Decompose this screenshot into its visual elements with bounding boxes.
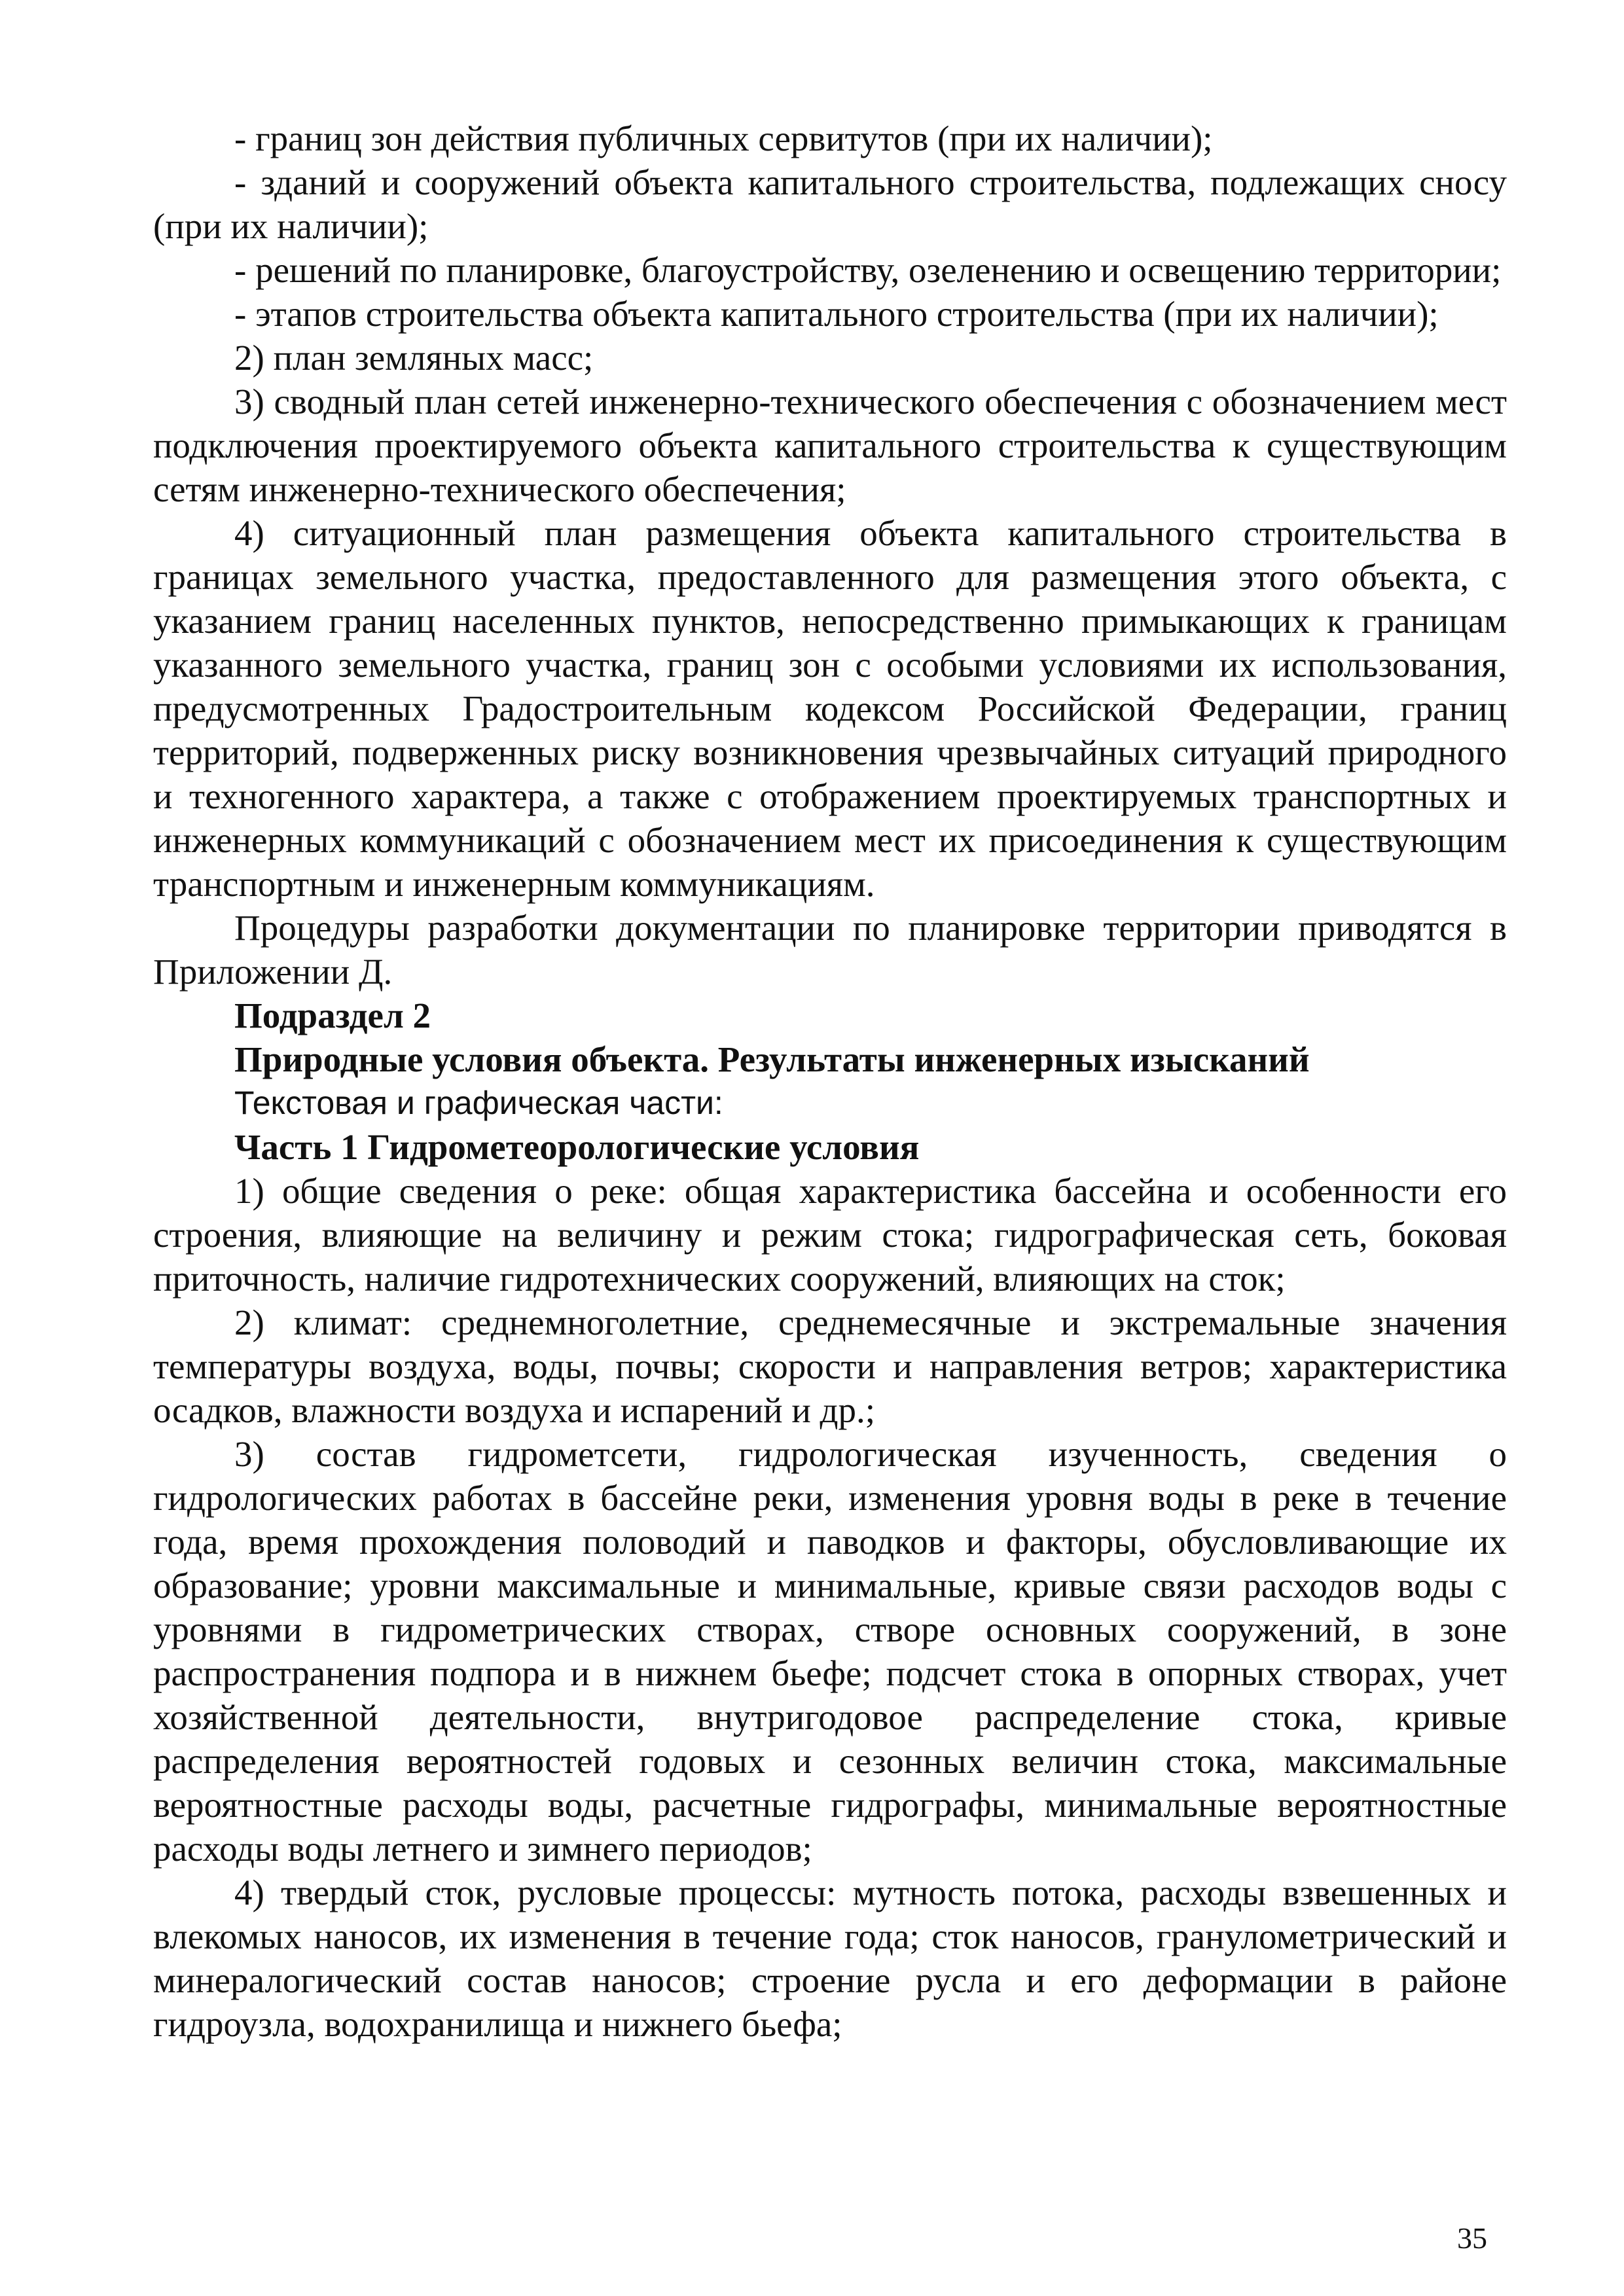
paragraph-hydrometric-network: 3) состав гидрометсети, гидрологическая изученность, сведения о гидрологических работах в бассейне реки, изменения уровня воды в реке в течение года, время прохождения половодий и паводков и факторы, обусловливающие их образование; уровни максимальные и минимальные, кривые связи расходов воды с уровнями в гидрометрических створах, створе основных сооружений, в зоне распространения подпора и в нижнем бьефе; подсчет стока в опорных створах, учет хозяйственной деятельности, внутригодовое распределение стока, кривые распределения вероятностей годовых и сезонных величин стока, максимальные вероятностные расходы воды, расчетные гидрографы, минимальные вероятностные расходы воды летнего и зимнего периодов; bbox=[153, 1434, 1507, 1869]
page-number: 35 bbox=[1457, 2221, 1487, 2255]
paragraph-river-info: 1) общие сведения о реке: общая характеристика бассейна и особенности его строения, влияющие на величину и режим стока; гидрографическая сеть, боковая приточность, наличие гидротехнических сооружений, влияющих на сток; bbox=[153, 1171, 1507, 1299]
paragraph-utility-networks: 3) сводный план сетей инженерно-технического обеспечения с обозначением мест подключения проектируемого объекта капитального строительства к существующим сетям инженерно-технического обеспечения; bbox=[153, 382, 1507, 509]
part-title: Часть 1 Гидрометеорологические условия bbox=[234, 1127, 920, 1167]
subsection-label: Подраздел 2 bbox=[234, 996, 431, 1035]
paragraph-earth-masses: 2) план земляных масс; bbox=[234, 338, 594, 378]
subsection-title: Природные условия объекта. Результаты инженерных изысканий bbox=[234, 1039, 1310, 1079]
paragraph-demolition: - зданий и сооружений объекта капитального строительства, подлежащих сносу (при их наличии); bbox=[153, 162, 1507, 246]
parts-intro: Текстовая и графическая части: bbox=[234, 1085, 723, 1121]
paragraph-solid-runoff: 4) твердый сток, русловые процессы: мутность потока, расходы взвешенных и влекомых наносов, их изменения в течение года; сток наносов, гранулометрический и минералогический состав наносов; строение русла и его деформации в районе гидроузла, водохранилища и нижнего бьефа; bbox=[153, 1873, 1507, 2044]
page-body bbox=[153, 117, 1507, 2046]
paragraph-landscaping: - решений по планировке, благоустройству, озеленению и освещению территории; bbox=[234, 250, 1502, 290]
paragraph-servitudes: - границ зон действия публичных сервитутов (при их наличии); bbox=[234, 118, 1213, 158]
paragraph-procedures: Процедуры разработки документации по планировке территории приводятся в Приложении Д. bbox=[153, 908, 1507, 992]
paragraph-climate: 2) климат: среднемноголетние, среднемесячные и экстремальные значения температуры воздуха, воды, почвы; скорости и направления ветров; характеристика осадков, влажности воздуха и испарений и др.; bbox=[153, 1302, 1507, 1430]
paragraph-situational-plan: 4) ситуационный план размещения объекта капитального строительства в границах земельного участка, предоставленного для размещения этого объекта, с указанием границ населенных пунктов, непосредственно примыкающих к границам указанного земельного участка, границ зон с особыми условиями их использования, предусмотренных Градостроительным кодексом Российской Федерации, границ территорий, подверженных риску возникновения чрезвычайных ситуаций природного и техногенного характера, а также с отображением проектируемых транспортных и инженерных коммуникаций с обозначением мест их присоединения к существующим транспортным и инженерным коммуникациям. bbox=[153, 513, 1507, 904]
paragraph-construction-stages: - этапов строительства объекта капитального строительства (при их наличии); bbox=[234, 294, 1439, 334]
